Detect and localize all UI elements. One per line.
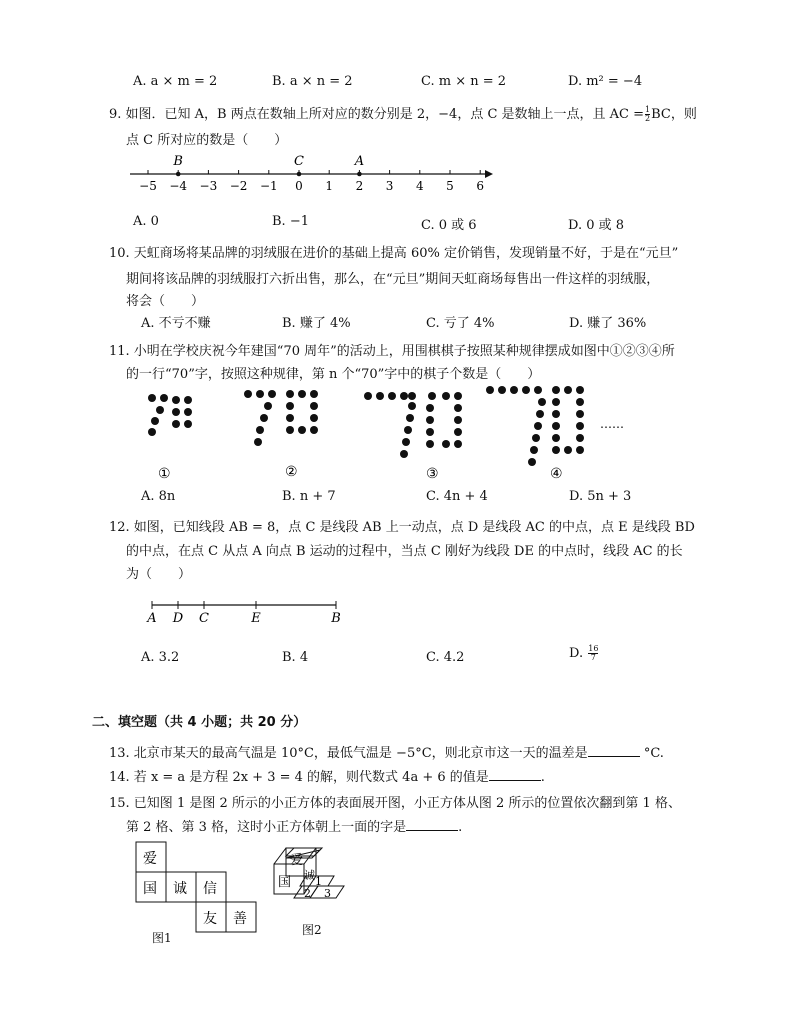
segment-label-d: D [172, 611, 184, 626]
go-stone [442, 392, 450, 400]
segment-label-c: C [199, 611, 209, 626]
go-stone [552, 446, 560, 454]
go-stone [576, 398, 584, 406]
tick-label: 2 [355, 179, 364, 193]
q11-option-d: D. 5n + 3 [569, 489, 632, 504]
go-stone [552, 410, 560, 418]
go-stone [564, 446, 572, 454]
go-stone [552, 434, 560, 442]
cell-number-3: 3 [324, 887, 331, 900]
go-stone [530, 446, 538, 454]
cell-number-1: 1 [315, 875, 322, 888]
q11-option-a: A. 8n [141, 489, 176, 504]
go-stone [576, 434, 584, 442]
segment-label-b: B [331, 611, 341, 626]
go-stone [286, 390, 294, 398]
tick-label: −1 [259, 179, 278, 193]
q12-option-c: C. 4.2 [426, 650, 465, 665]
tick-label: 3 [385, 179, 394, 193]
q15-stem-line2 [126, 816, 462, 835]
q15-period: . [458, 820, 463, 835]
cube-char-ai: 爱 [290, 853, 304, 868]
q9-stem-post: BC，则 [651, 107, 697, 122]
q14-answer-blank[interactable] [489, 768, 541, 781]
cube-char-guo: 国 [278, 875, 292, 890]
q15-text: 第 2 格、第 3 格，这时小正方体朝上一面的字是 [126, 820, 407, 835]
q9-option-a: A. 0 [133, 214, 159, 229]
q15-stem-line1: 15. 已知图 1 是图 2 所示的小正方体的表面展开图，小正方体从图 2 所示的位置依次翻到第 1 格、 [109, 796, 681, 811]
q9-frac-den: 2 [645, 114, 651, 123]
go-stone [160, 394, 168, 402]
q14-stem [109, 766, 545, 785]
go-stone [310, 390, 318, 398]
q15-figure2-cube [266, 846, 366, 918]
tick-label: −4 [169, 179, 188, 193]
tick-label: 0 [295, 179, 303, 193]
go-stone [184, 396, 192, 404]
q9-stem-mid: A，B 两点在数轴上所对应的数分别是 2，−4，点 C 是数轴上一点，且 AC = [194, 107, 645, 122]
q9-fraction [645, 106, 650, 123]
go-stone [426, 428, 434, 436]
go-stone [400, 450, 408, 458]
point-a-label: A [354, 154, 365, 169]
go-stone [388, 392, 396, 400]
go-stone [408, 392, 416, 400]
q8-option-a: A. a × m = 2 [133, 74, 218, 89]
tick-label: 1 [325, 179, 334, 193]
q13-stem [109, 742, 664, 761]
q11-option-c: C. 4n + 4 [426, 489, 488, 504]
q10-option-a: A. 不亏不赚 [141, 316, 211, 331]
q8-option-b: B. a × n = 2 [272, 74, 353, 89]
go-stone [310, 414, 318, 422]
point-b-label: B [173, 154, 183, 169]
go-stone [454, 440, 462, 448]
go-stone [510, 386, 518, 394]
q11-stem-line2: 的一行“70”字，按照这种规律，第 n 个“70”字中的棋子个数是（ ） [126, 367, 541, 382]
go-stone [156, 406, 164, 414]
go-stone [148, 428, 156, 436]
q12-option-d [569, 645, 599, 662]
point-a-dot [357, 172, 362, 177]
q11-stem-line1: 11. 小明在学校庆祝今年建国“70 周年”的活动上，用围棋棋子按照某种规律摆成如图中①②③④所 [109, 344, 675, 359]
go-stone [264, 402, 272, 410]
go-stone [184, 420, 192, 428]
go-stone [426, 404, 434, 412]
q9-option-b: B. −1 [272, 214, 309, 229]
go-stone [454, 392, 462, 400]
go-stone [256, 426, 264, 434]
go-stone [576, 446, 584, 454]
go-stone [286, 426, 294, 434]
go-stone [534, 422, 542, 430]
point-b-dot [176, 172, 181, 177]
q10-stem-line1: 10. 天虹商场将某品牌的羽绒服在进价的基础上提高 60% 定价销售，发现销量不好，于是在“元旦” [109, 246, 679, 261]
go-stone [536, 410, 544, 418]
segment-label-e: E [251, 611, 261, 626]
point-c-label: C [294, 154, 304, 169]
go-stone [402, 438, 410, 446]
go-stone [442, 440, 450, 448]
q9-stem-pre: 9. 如图．已知 [109, 107, 195, 122]
go-stone [454, 428, 462, 436]
go-stone [406, 414, 414, 422]
q9-stem-line1 [109, 103, 697, 123]
q8-option-d: D. m² = −4 [568, 74, 643, 89]
q11-go-stones-figure [140, 386, 660, 482]
go-stone [576, 422, 584, 430]
net-char-xin: 信 [203, 881, 217, 897]
cell-number-2: 2 [304, 887, 311, 900]
tick-label: 4 [415, 179, 424, 193]
tick-label: 5 [446, 179, 454, 193]
go-stone [428, 392, 436, 400]
go-stone [532, 434, 540, 442]
go-stone [172, 396, 180, 404]
go-stone [538, 398, 546, 406]
go-stone [404, 426, 412, 434]
q9-option-d: D. 0 或 8 [568, 218, 625, 233]
q12-option-a: A. 3.2 [141, 650, 180, 665]
q15-fig1-caption: 图1 [152, 931, 172, 945]
go-stone [576, 410, 584, 418]
tick-label: 6 [476, 179, 485, 193]
go-stone [172, 420, 180, 428]
go-stone [376, 392, 384, 400]
q12-stem-line3: 为（ ） [126, 567, 192, 582]
q12-option-d-fraction [588, 645, 598, 662]
go-stone [244, 390, 252, 398]
go-stone [426, 416, 434, 424]
q15-figure1-cube-net [130, 838, 266, 948]
q10-stem-line2: 期间将该品牌的羽绒服打六折出售，那么，在“元旦”期间天虹商场每售出一件这样的羽绒服， [126, 272, 660, 287]
go-stone [172, 408, 180, 416]
tick-label: −3 [199, 179, 218, 193]
net-char-guo: 国 [143, 881, 157, 897]
q14-period: . [540, 770, 545, 785]
section2-heading: 二、填空题（共 4 小题；共 20 分） [92, 715, 307, 730]
number-line-arrow [485, 170, 493, 178]
go-stone [498, 386, 506, 394]
q10-stem-line3: 将会（ ） [126, 294, 205, 309]
tick-label: −5 [139, 179, 157, 193]
go-stone [256, 390, 264, 398]
fig-label-2: ② [285, 464, 298, 480]
q12-frac-den: 7 [588, 653, 598, 662]
q12-frac-num: 16 [588, 644, 599, 653]
go-stone [184, 408, 192, 416]
point-c-dot [297, 172, 302, 177]
net-char-cheng: 诚 [173, 881, 187, 897]
q15-fig2-caption: 图2 [302, 923, 322, 937]
go-stone [564, 386, 572, 394]
fig-ellipsis: …… [600, 417, 624, 431]
q15-answer-blank[interactable] [406, 818, 458, 831]
go-stone [254, 438, 262, 446]
net-char-ai: 爱 [143, 851, 157, 867]
q9-option-c: C. 0 或 6 [421, 218, 477, 233]
q9-frac-num: 1 [645, 105, 651, 114]
q12-option-d-label: D. [569, 646, 584, 661]
fig-label-4: ④ [550, 466, 563, 482]
q12-segment-figure [140, 598, 350, 628]
go-stone [486, 386, 494, 394]
go-stone [552, 422, 560, 430]
go-stone [286, 402, 294, 410]
q10-option-c: C. 亏了 4% [426, 316, 495, 331]
go-stone [576, 386, 584, 394]
go-stone [522, 386, 530, 394]
go-stone [310, 402, 318, 410]
fig-label-3: ③ [426, 466, 439, 482]
go-stone [534, 386, 542, 394]
q9-stem-line2: 点 C 所对应的数是（ ） [126, 133, 288, 148]
q11-option-b: B. n + 7 [282, 489, 336, 504]
q12-option-b: B. 4 [282, 650, 309, 665]
go-stone [364, 392, 372, 400]
go-stone [552, 398, 560, 406]
go-stone [260, 414, 268, 422]
q13-unit: °C. [643, 746, 664, 761]
q10-option-d: D. 赚了 36% [569, 316, 647, 331]
q13-text: 13. 北京市某天的最高气温是 10°C，最低气温是 −5°C，则北京市这一天的温差是 [109, 746, 588, 761]
go-stone [528, 458, 536, 466]
go-stone [151, 417, 159, 425]
cube-char-cheng: 诚 [304, 869, 315, 882]
net-char-you: 友 [203, 911, 217, 927]
go-stone [408, 402, 416, 410]
tick-label: −2 [229, 179, 248, 193]
go-stone [552, 386, 560, 394]
go-stone [298, 390, 306, 398]
go-stone [454, 404, 462, 412]
go-stone [310, 426, 318, 434]
q12-stem-line2: 的中点，在点 C 从点 A 向点 B 运动的过程中，当点 C 刚好为线段 DE 的中点时，线段 AC 的长 [126, 544, 683, 559]
go-stone [426, 440, 434, 448]
net-char-shan: 善 [233, 911, 247, 927]
q9-number-line [125, 150, 495, 198]
go-stone [148, 394, 156, 402]
q8-option-c: C. m × n = 2 [421, 74, 507, 89]
segment-label-a: A [147, 611, 157, 626]
q12-stem-line1: 12. 如图，已知线段 AB = 8，点 C 是线段 AB 上一动点，点 D 是线段 AC 的中点，点 E 是线段 BD [109, 520, 695, 535]
go-stone [454, 416, 462, 424]
go-stone [268, 390, 276, 398]
go-stone [286, 414, 294, 422]
go-stone [298, 426, 306, 434]
q13-answer-blank[interactable] [588, 744, 640, 757]
q14-text: 14. 若 x = a 是方程 2x + 3 = 4 的解，则代数式 4a + 6 的值是 [109, 770, 489, 785]
q10-option-b: B. 赚了 4% [282, 316, 351, 331]
fig-label-1: ① [158, 466, 171, 482]
go-stone [400, 392, 408, 400]
